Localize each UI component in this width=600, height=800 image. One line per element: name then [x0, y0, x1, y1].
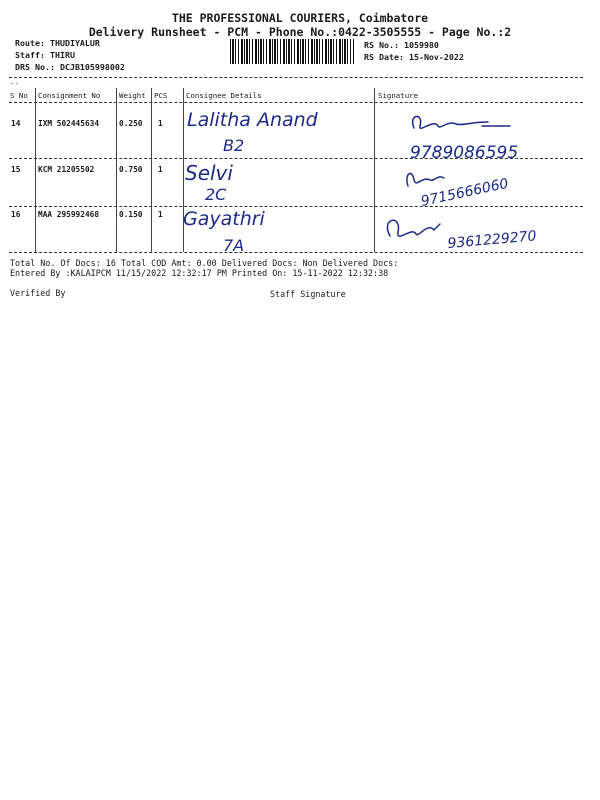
- svg-text:Lalitha Anand: Lalitha Anand: [187, 109, 318, 131]
- dash-marker: --: [10, 79, 19, 88]
- svg-text:Gayathri: Gayathri: [183, 208, 265, 230]
- svg-text:2C: 2C: [205, 185, 227, 204]
- table-bottom-divider: [9, 252, 583, 253]
- consignee-handwriting: [185, 104, 373, 156]
- rs-date: RS Date: 15-Nov-2022: [364, 52, 464, 62]
- column-line: [151, 88, 152, 252]
- verified-by-label: Verified By: [10, 288, 66, 298]
- row-pcs: 1: [158, 165, 163, 174]
- svg-text:9715666060: 9715666060: [419, 175, 510, 210]
- document-subtitle: Delivery Runsheet - PCM - Phone No.:0422-3505555 - Page No.:2: [88, 25, 512, 39]
- row-pcs: 1: [158, 210, 163, 219]
- col-header-consignee: Consignee Details: [186, 91, 262, 100]
- row-pcs: 1: [158, 119, 163, 128]
- svg-text:9361229270: 9361229270: [446, 228, 538, 252]
- row-sno: 15: [11, 165, 21, 174]
- row-sno: 16: [11, 210, 21, 219]
- svg-text:B2: B2: [223, 136, 245, 155]
- row-weight: 0.250: [119, 119, 143, 128]
- staff-label: Staff: THIRU: [15, 50, 75, 60]
- divider: [9, 77, 583, 78]
- signature-handwriting: [378, 160, 583, 212]
- consignee-handwriting: [185, 158, 373, 206]
- row-consignment: MAA 295992468: [38, 210, 100, 219]
- row-weight: 0.750: [119, 165, 143, 174]
- consignee-handwriting: [185, 205, 373, 255]
- entered-by-line: Entered By :KALAIPCM 11/15/2022 12:32:17 PM Printed On: 15-11-2022 12:32:38: [10, 268, 389, 278]
- col-header-consignment: Consignment No: [38, 91, 101, 100]
- column-line: [374, 88, 375, 252]
- drs-number: DRS No.: DCJB105998002: [15, 62, 125, 72]
- row-consignment: KCM 21205502: [38, 165, 95, 174]
- header-divider: [9, 102, 583, 103]
- column-line: [116, 88, 117, 252]
- col-header-signature: Signature: [378, 91, 419, 100]
- document-title: THE PROFESSIONAL COURIERS, Coimbatore: [171, 11, 429, 25]
- barcode: [230, 39, 354, 64]
- col-header-weight: Weight: [119, 91, 146, 100]
- signature-handwriting: [378, 106, 583, 162]
- row-consignment: IXM 502445634: [38, 119, 100, 128]
- rs-number: RS No.: 1059980: [364, 40, 439, 50]
- col-header-pcs: PCS: [154, 91, 168, 100]
- totals-line: Total No. Of Docs: 16 Total COD Amt: 0.00 Delivered Docs: Non Delivered Docs:: [10, 258, 399, 268]
- svg-text:7A: 7A: [223, 236, 245, 255]
- signature-handwriting: [378, 208, 583, 256]
- row-sno: 14: [11, 119, 21, 128]
- svg-text:Selvi: Selvi: [185, 161, 233, 185]
- svg-text:9789086595: 9789086595: [410, 143, 519, 163]
- row-weight: 0.150: [119, 210, 143, 219]
- staff-signature-label: Staff Signature: [270, 289, 346, 299]
- column-line: [35, 88, 36, 252]
- col-header-sno: S No: [10, 91, 28, 100]
- route-label: Route: THUDIYALUR: [15, 38, 100, 48]
